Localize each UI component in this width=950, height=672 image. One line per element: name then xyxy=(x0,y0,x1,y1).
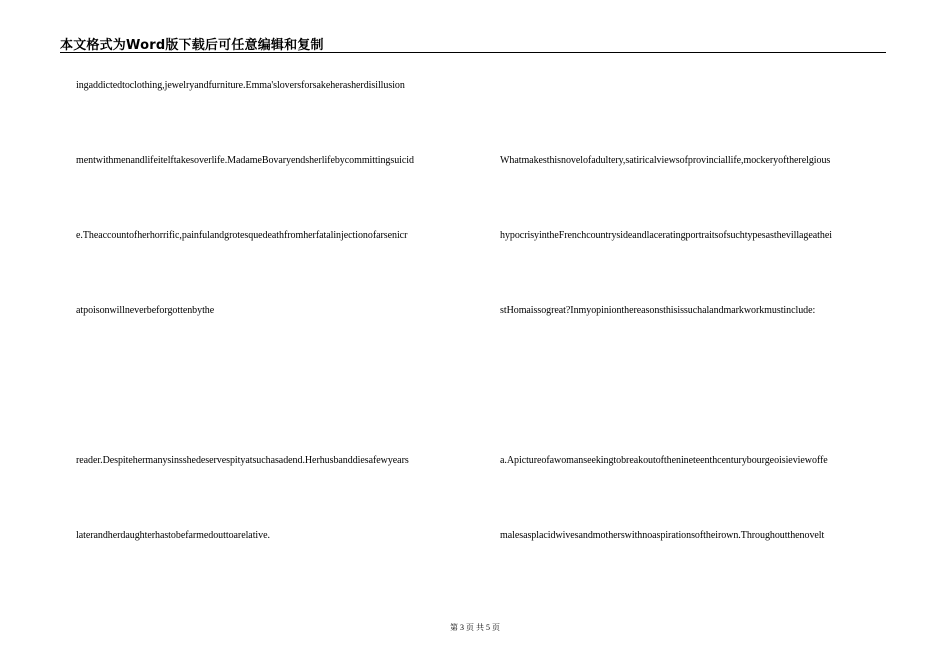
left-line-1: ingaddictedtoclothing,jewelryandfurniture.Emma'sloversforsakeherasherdisillusion xyxy=(76,80,405,91)
left-line-4: atpoisonwillneverbeforgottenbythe xyxy=(76,305,215,316)
left-line-5: reader.Despitehermanysinsshedeservespityatsuchasadend.Herhusbanddiesafewyears xyxy=(76,455,409,466)
page-header xyxy=(60,34,886,53)
right-line-2: hypocrisyintheFrenchcountrysideandlaceratingportraitsofsuchtypesasthevillageathei xyxy=(500,230,832,241)
left-line-6: laterandherdaughterhastobefarmedouttoarelative. xyxy=(76,530,270,541)
right-line-3: stHomaissogreat?Inmyopinionthereasonsthisissuchalandmarkworkmustinclude: xyxy=(500,305,816,316)
right-line-1: Whatmakesthisnovelofadultery,satiricalviewsofprovinciallife,mockeryoftherelgious xyxy=(500,155,831,166)
left-line-2: mentwithmenandlifeitelftakesoverlife.MadameBovaryendsherlifebycommittingsuicid xyxy=(76,155,414,166)
right-line-4: a.Apictureofawomanseekingtobreakoutofthenineteenthcenturybourgeoisieviewoffe xyxy=(500,455,828,466)
page-number: 第 3 页 共 5 页 xyxy=(450,623,500,632)
right-line-5: malesasplacidwivesandmotherswithnoaspirationsoftheirown.Throughoutthenovelt xyxy=(500,530,825,541)
header-title: 本文格式为Word版下载后可任意编辑和复制 xyxy=(60,38,324,53)
left-line-3: e.Theaccountofherhorrific,painfulandgrotesquedeathfromherfatalinjectionofarsenicr xyxy=(76,230,408,241)
